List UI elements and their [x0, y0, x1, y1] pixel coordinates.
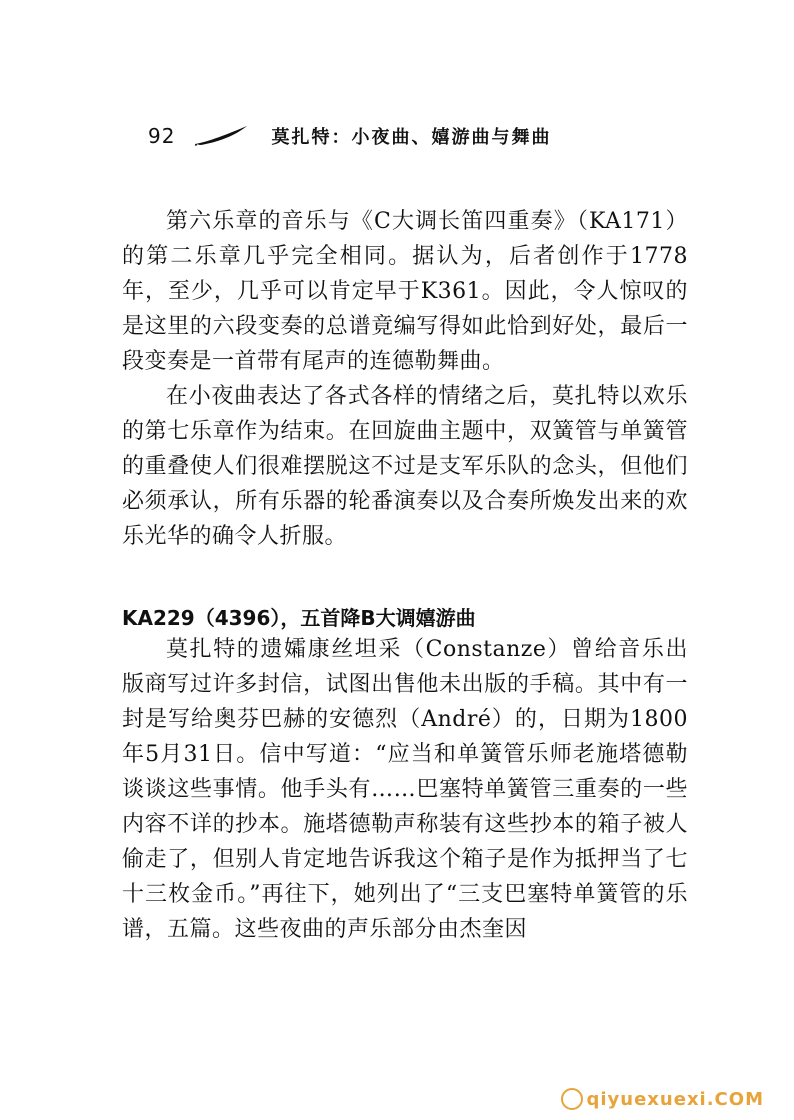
- watermark: [561, 1088, 765, 1110]
- watermark-logo-icon: [561, 1088, 583, 1110]
- page-header: [148, 118, 551, 154]
- paragraph: 在小夜曲表达了各式各样的情绪之后，莫扎特以欢乐的第七乐章作为结束。在回旋曲主题中，双簧管与单簧管的重叠使人们很难摆脱这不过是支军乐队的念头，但他们必须承认，所有乐器的轮番演奏以及合奏所焕发出来的欢乐光华的确令人折服。: [122, 384, 688, 549]
- section-2-text: [122, 632, 688, 947]
- section-heading: KA229（4396），五首降B大调嬉游曲: [122, 606, 476, 630]
- section-1-text: [122, 204, 688, 554]
- page-number: 92: [148, 124, 176, 148]
- paragraph: 莫扎特的遗孀康丝坦采（Constanze）曾给音乐出版商写过许多封信，试图出售他未出版的手稿。其中有一封是写给奥芬巴赫的安德烈（André）的，日期为1800年5月31日。信中写道：“应当和单簧管乐师老施塔德勒谈谈这些事情。他手头有……巴塞特单簧管三重奏的一些内容不详的抄本。施塔德勒声称装有这些抄本的箱子被人偷走了，但别人肯定地告诉我这个箱子是作为抵押当了七十三枚金币。”再往下，她列出了“三支巴塞特单簧管的乐谱，五篇。这些夜曲的声乐部分由杰奎因: [122, 637, 688, 942]
- quill-icon: [193, 124, 249, 148]
- paragraph: 第六乐章的音乐与《C大调长笛四重奏》（KA171）的第二乐章几乎完全相同。据认为，后者创作于1778年，至少，几乎可以肯定早于K361。因此，令人惊叹的是这里的六段变奏的总谱竟编写得如此恰到好处，最后一段变奏是一首带有尾声的连德勒舞曲。: [122, 209, 688, 374]
- watermark-text: qiyuexuexi.COM: [586, 1088, 764, 1110]
- running-title: 莫扎特：小夜曲、嬉游曲与舞曲: [271, 127, 552, 148]
